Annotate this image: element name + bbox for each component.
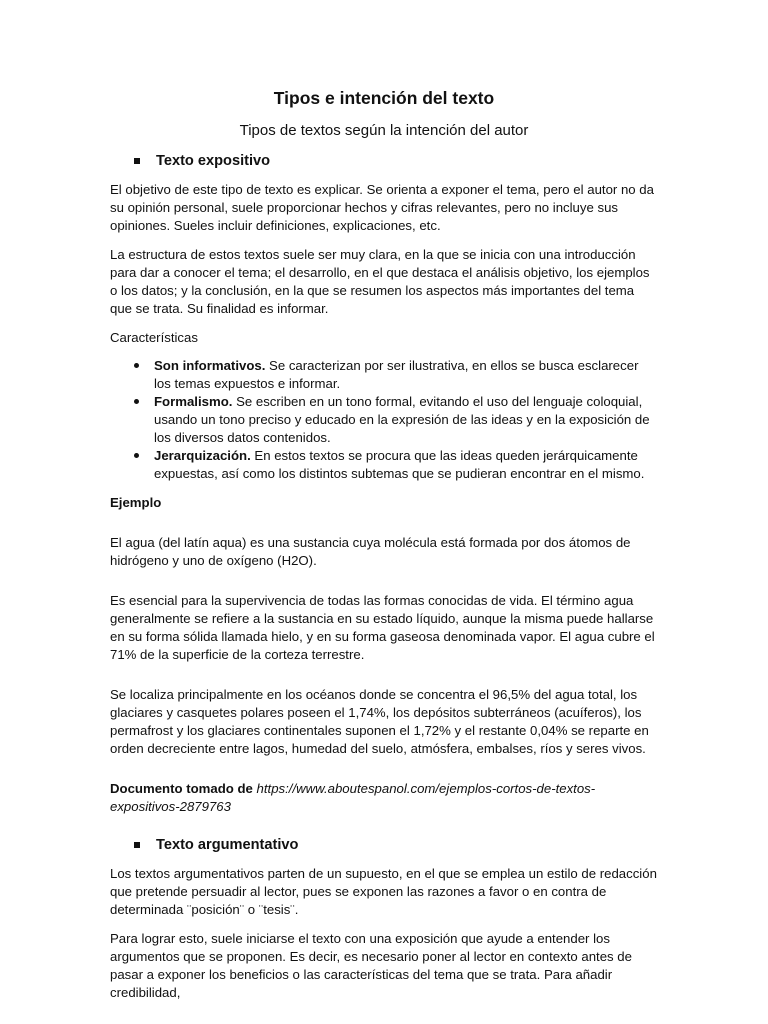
example-paragraph: Se localiza principalmente en los océanos donde se concentra el 96,5% del agua total, los glaciares y casquetes polares poseen el 1,74%, los depósitos subterráneos (acuíferos), los permafrost y los glaciares continentales suponen el 1,72% y el restante 0,04% se reparte en orden decreciente entre lagos, humedad del suelo, atmósfera, embalses, ríos y seres vivos. bbox=[110, 687, 649, 756]
characteristics-label: Características bbox=[110, 330, 198, 345]
paragraph: Para lograr esto, suele iniciarse el texto con una exposición que ayude a entender los argumentos que se proponen. Es decir, es necesario poner al lector en contexto antes de pasar a exponer los beneficios o las características del tema que se trata. Para añadir credibilidad, bbox=[110, 931, 632, 1000]
list-item-term: Jerarquización. bbox=[154, 448, 251, 463]
bullet-icon bbox=[134, 363, 139, 368]
paragraph: Los textos argumentativos parten de un supuesto, en el que se emplea un estilo de redacción que pretende persuadir al lector, pues se exponen las razones a favor o en contra de determinada ¨posición¨ o ¨tesis¨. bbox=[110, 866, 657, 917]
paragraph: El objetivo de este tipo de texto es explicar. Se orienta a exponer el tema, pero el autor no da su opinión personal, suele proporcionar hechos y cifras relevantes, pero no incluye sus opiniones. Sueles incluir definiciones, explicaciones, etc. bbox=[110, 182, 654, 233]
list-item-term: Formalismo. bbox=[154, 394, 233, 409]
section-heading-text: Texto argumentativo bbox=[156, 837, 299, 853]
list-item bbox=[154, 357, 658, 393]
document-title: Tipos e intención del texto bbox=[273, 88, 495, 108]
section-heading-argumentativo bbox=[110, 834, 658, 856]
example-paragraph: Es esencial para la supervivencia de todas las formas conocidas de vida. El término agua generalmente se refiere a la sustancia en su estado líquido, aunque la misma puede hallarse en su forma sólida llamada hielo, y en su forma gaseosa denominada vapor. El agua cubre el 71% de la superficie de la corteza terrestre. bbox=[110, 593, 655, 662]
list-item-text: En estos textos se procura que las ideas queden jerárquicamente expuestas, así como los distintos subtemas que se pudieran encontrar en el mismo. bbox=[154, 448, 645, 481]
source-prefix: Documento tomado de bbox=[110, 781, 257, 796]
list-item-term: Son informativos. bbox=[154, 358, 266, 373]
paragraph: La estructura de estos textos suele ser muy clara, en la que se inicia con una introducción para dar a conocer el tema; el desarrollo, en el que destaca el análisis objetivo, los ejemplos o los datos; y la conclusión, en la que se resumen los aspectos más importantes del tema que se trata. Su finalidad es informar. bbox=[110, 247, 650, 316]
list-item-text: Se escriben en un tono formal, evitando el uso del lenguaje coloquial, usando un tono preciso y educado en la expresión de las ideas y en la exposición de los diversos datos contenidos. bbox=[154, 394, 650, 445]
square-bullet-icon bbox=[134, 158, 140, 164]
source-link[interactable]: https://www.aboutespanol.com/ejemplos-cortos-de-textos-expositivos-2879763 bbox=[110, 781, 596, 814]
bullet-icon bbox=[134, 399, 139, 404]
list-item-text: Se caracterizan por ser ilustrativa, en ellos se busca esclarecer los temas expuestos e informar. bbox=[154, 358, 639, 391]
list-item bbox=[154, 447, 658, 483]
source-citation bbox=[110, 780, 658, 816]
section-heading-expositivo bbox=[110, 150, 658, 172]
example-label: Ejemplo bbox=[110, 495, 162, 510]
example-paragraph: El agua (del latín aqua) es una sustancia cuya molécula está formada por dos átomos de hidrógeno y uno de oxígeno (H2O). bbox=[110, 535, 631, 568]
section-heading-text: Texto expositivo bbox=[156, 153, 271, 169]
characteristics-list bbox=[110, 357, 658, 483]
list-item bbox=[154, 393, 658, 447]
bullet-icon bbox=[134, 453, 139, 458]
square-bullet-icon bbox=[134, 842, 140, 848]
document-subtitle: Tipos de textos según la intención del autor bbox=[239, 122, 529, 139]
